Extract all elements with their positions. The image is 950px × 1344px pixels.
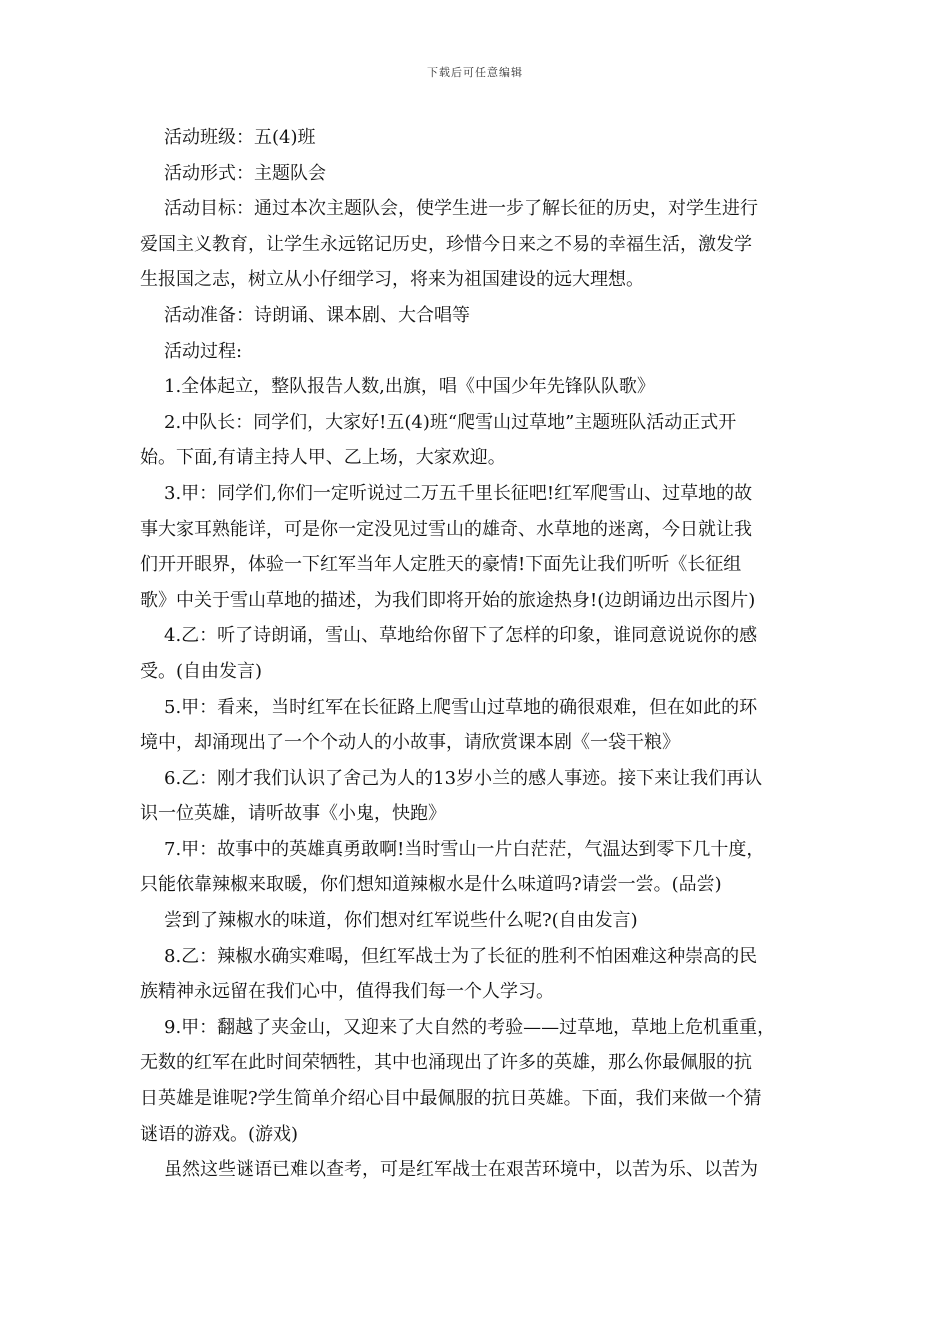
text-line: 始。下面,有请主持人甲、乙上场，大家欢迎。	[140, 447, 506, 469]
text-line: 5.甲：看来，当时红军在长征路上爬雪山过草地的确很艰难，但在如此的环	[164, 696, 758, 718]
text-line: 活动形式：主题队会	[164, 162, 326, 184]
text-line: 8.乙：辣椒水确实难喝，但红军战士为了长征的胜利不怕困难这种崇高的民	[164, 945, 758, 967]
text-line: 谜语的游戏。(游戏)	[140, 1123, 299, 1145]
text-line: 生报国之志，树立从小仔细学习，将来为祖国建设的远大理想。	[140, 269, 644, 291]
text-line: 活动准备：诗朗诵、课本剧、大合唱等	[164, 304, 470, 326]
text-line: 事大家耳熟能详，可是你一定没见过雪山的雄奇、水草地的迷离，今日就让我	[140, 518, 752, 540]
text-line: 3.甲：同学们,你们一定听说过二万五千里长征吧!红军爬雪山、过草地的故	[164, 482, 753, 504]
text-line: 2.中队长：同学们，大家好!五(4)班“爬雪山过草地”主题班队活动正式开	[164, 411, 737, 433]
text-line: 6.乙：刚才我们认识了舍己为人的13岁小兰的感人事迹。接下来让我们再认	[164, 767, 763, 789]
text-line: 活动过程:	[164, 340, 243, 362]
text-line: 歌》中关于雪山草地的描述，为我们即将开始的旅途热身!(边朗诵边出示图片)	[140, 589, 756, 611]
text-line: 活动班级：五(4)班	[164, 127, 316, 148]
text-line: 尝到了辣椒水的味道，你们想对红军说些什么呢?(自由发言)	[164, 910, 638, 932]
text-line: 族精神永远留在我们心中，值得我们每一个人学习。	[140, 981, 554, 1003]
text-line: 日英雄是谁呢?学生简单介绍心目中最佩服的抗日英雄。下面，我们来做一个猜	[140, 1088, 762, 1110]
text-line: 4.乙：听了诗朗诵，雪山、草地给你留下了怎样的印象，谁同意说说你的感	[164, 625, 758, 647]
text-line: 爱国主义教育，让学生永远铭记历史，珍惜今日来之不易的幸福生活，激发学	[140, 233, 752, 255]
text-line: 活动目标：通过本次主题队会，使学生进一步了解长征的历史，对学生进行	[164, 198, 758, 220]
text-line: 受。(自由发言)	[140, 660, 263, 682]
page-header: 下载后可任意编辑	[427, 66, 523, 79]
text-line: 们开开眼界，体验一下红军当年人定胜天的豪情!下面先让我们听听《长征组	[140, 554, 742, 576]
text-line: 只能依靠辣椒来取暖，你们想知道辣椒水是什么味道吗?请尝一尝。(品尝)	[140, 874, 722, 896]
text-line: 无数的红军在此时间荣牺牲，其中也涌现出了许多的英雄，那么你最佩服的抗	[140, 1052, 752, 1074]
text-line: 9.甲：翻越了夹金山，又迎来了大自然的考验——过草地，草地上危机重重，	[164, 1016, 776, 1038]
document-body	[140, 120, 812, 1188]
text-line: 境中，却涌现出了一个个动人的小故事，请欣赏课本剧《一袋干粮》	[140, 732, 680, 754]
text-line: 识一位英雄，请听故事《小鬼，快跑》	[140, 803, 446, 825]
text-line: 虽然这些谜语已难以查考，可是红军战士在艰苦环境中，以苦为乐、以苦为	[164, 1159, 758, 1181]
text-line: 7.甲：故事中的英雄真勇敢啊!当时雪山一片白茫茫，气温达到零下几十度，	[164, 838, 765, 860]
text-line: 1.全体起立，整队报告人数,出旗，唱《中国少年先锋队队歌》	[164, 376, 655, 398]
